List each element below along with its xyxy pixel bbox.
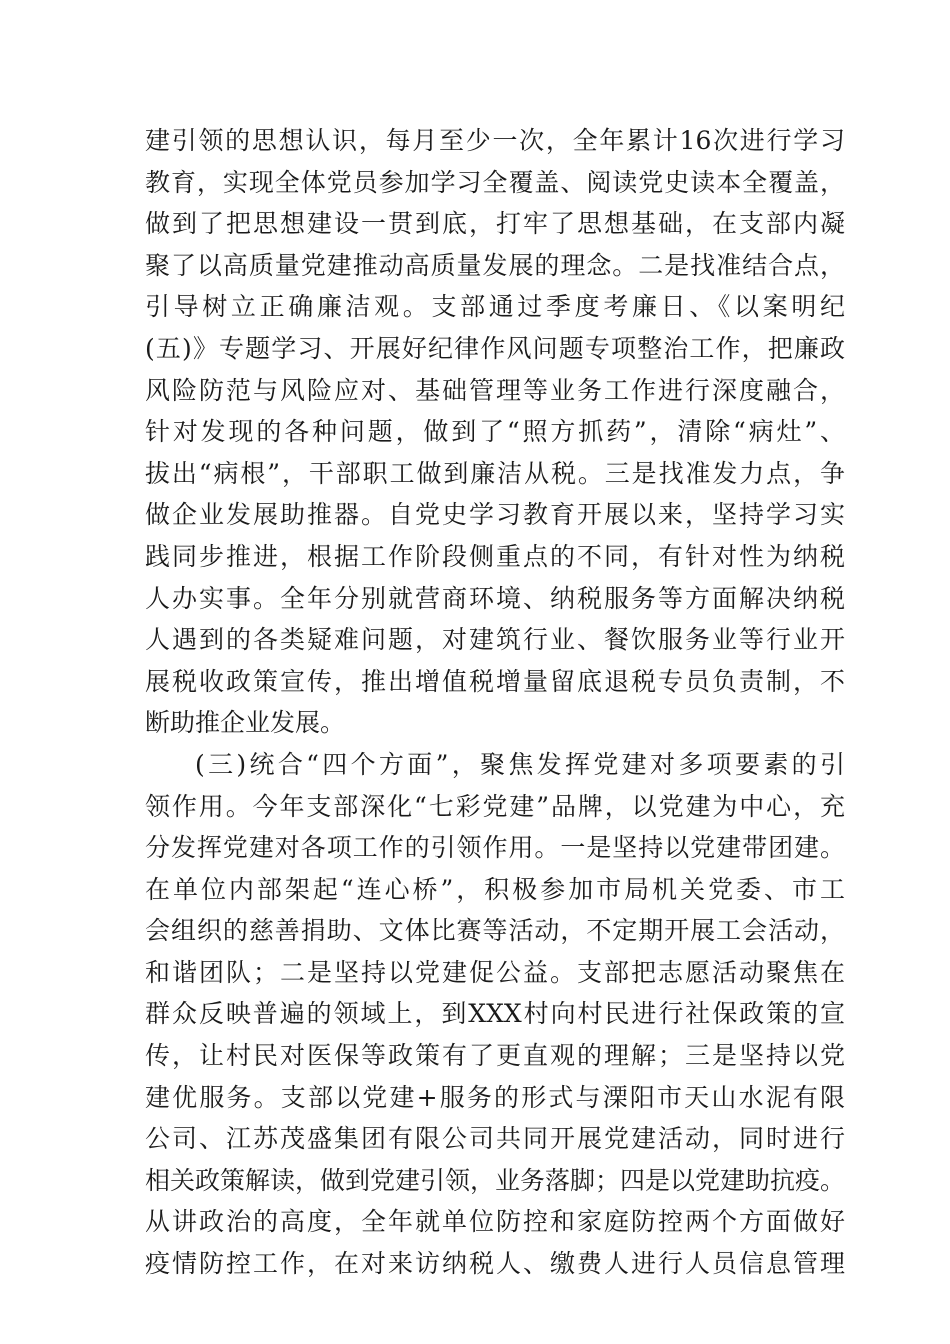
section-heading-line: (三)统合“四个方面”，聚焦发挥党建对多项要素的引 xyxy=(195,749,845,779)
text-line: 群众反映普遍的领域上，到XXX村向村民进行社保政策的宣 xyxy=(145,999,845,1029)
text-line: 做到了把思想建设一贯到底，打牢了思想基础，在支部内凝 xyxy=(145,209,845,239)
text-line: 人办实事。全年分别就营商环境、纳税服务等方面解决纳税 xyxy=(145,583,845,613)
text-line: 会组织的慈善捐助、文体比赛等活动，不定期开展工会活动， xyxy=(145,916,845,946)
text-line: 从讲政治的高度，全年就单位防控和家庭防控两个方面做好 xyxy=(145,1207,845,1237)
text-line: 传，让村民对医保等政策有了更直观的理解；三是坚持以党 xyxy=(145,1041,845,1071)
text-line: 在单位内部架起“连心桥”，积极参加市局机关党委、市工 xyxy=(145,874,845,904)
text-line: 和谐团队；二是坚持以党建促公益。支部把志愿活动聚焦在 xyxy=(145,957,845,987)
text-line: 疫情防控工作，在对来访纳税人、缴费人进行人员信息管理 xyxy=(145,1249,845,1279)
text-line: 相关政策解读，做到党建引领，业务落脚；四是以党建助抗疫。 xyxy=(145,1165,845,1195)
text-line: 人遇到的各类疑难问题，对建筑行业、餐饮服务业等行业开 xyxy=(145,625,845,655)
text-line: 做企业发展助推器。自党史学习教育开展以来，坚持学习实 xyxy=(145,500,845,530)
text-line: 聚了以高质量党建推动高质量发展的理念。二是找准结合点， xyxy=(145,250,845,280)
text-line: 展税收政策宣传，推出增值税增量留底退税专员负责制，不 xyxy=(145,666,845,696)
text-line: 针对发现的各种问题，做到了“照方抓药”，清除“病灶”、 xyxy=(145,417,845,447)
text-line: 引导树立正确廉洁观。支部通过季度考廉日、《以案明纪 xyxy=(145,292,845,322)
text-line: (五)》专题学习、开展好纪律作风问题专项整治工作，把廉政 xyxy=(145,333,845,363)
text-line: 建引领的思想认识，每月至少一次，全年累计16次进行学习 xyxy=(145,126,845,155)
text-line: 教育，实现全体党员参加学习全覆盖、阅读党史读本全覆盖， xyxy=(145,167,845,197)
text-line: 领作用。今年支部深化“七彩党建”品牌，以党建为中心，充 xyxy=(145,791,845,821)
text-line: 分发挥党建对各项工作的引领作用。一是坚持以党建带团建。 xyxy=(145,833,845,863)
text-line: 拔出“病根”，干部职工做到廉洁从税。三是找准发力点，争 xyxy=(145,458,845,488)
text-line: 公司、江苏茂盛集团有限公司共同开展党建活动，同时进行 xyxy=(145,1124,845,1154)
text-line: 风险防范与风险应对、基础管理等业务工作进行深度融合， xyxy=(145,375,845,405)
text-line: 断助推企业发展。 xyxy=(145,708,346,738)
text-line: 建优服务。支部以党建+服务的形式与溧阳市天山水泥有限 xyxy=(145,1082,845,1112)
text-line: 践同步推进，根据工作阶段侧重点的不同，有针对性为纳税 xyxy=(145,541,845,571)
body-text xyxy=(145,120,845,1285)
